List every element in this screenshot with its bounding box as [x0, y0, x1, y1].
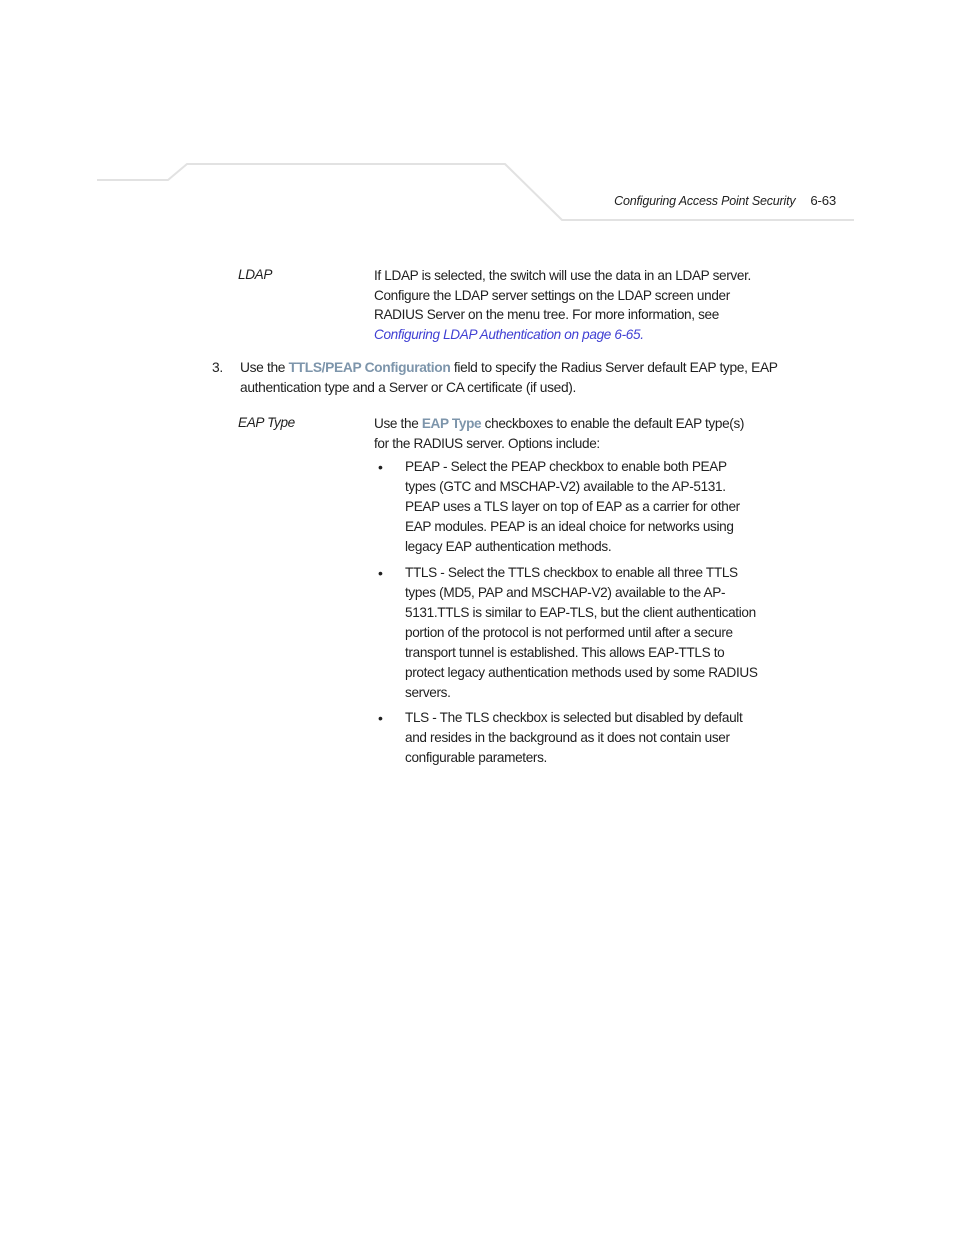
- eap-options-list: [374, 457, 758, 768]
- step-text-before: Use the: [240, 360, 289, 375]
- definition-term-eap-type: EAP Type: [238, 415, 295, 430]
- definition-body-eap-type: [374, 414, 758, 774]
- list-item-tls: • TLS - The TLS checkbox is selected but disabled by default and resides in the background as it does not contain user configurable parameters.: [374, 708, 758, 768]
- eap-intro-before: Use the: [374, 416, 422, 431]
- page-number: 6-63: [810, 193, 836, 208]
- running-title: Configuring Access Point Security: [614, 194, 796, 208]
- ldap-description-text: If LDAP is selected, the switch will use the data in an LDAP server. Configure the LDAP server settings on the LDAP screen under RADIUS Server on the menu tree. For more information, see: [374, 268, 751, 322]
- numbered-step-3: [212, 358, 804, 398]
- eap-intro-after: checkboxes to enable the default EAP type(s) for the RADIUS server. Options include:: [374, 416, 745, 451]
- eap-type-intro: [374, 414, 758, 454]
- eap-type-field-ref: EAP Type: [421, 416, 482, 431]
- step-text: [240, 358, 804, 398]
- step-text-after: field to specify the Radius Server default EAP type, EAP authentication type and a Server or CA certificate (if used).: [240, 360, 778, 395]
- definition-term-ldap: LDAP: [238, 267, 273, 282]
- running-header: [0, 192, 836, 210]
- ttls-peap-configuration-field-ref: TTLS/PEAP Configuration: [288, 360, 451, 375]
- definition-body-ldap: [374, 266, 758, 344]
- step-number: 3.: [212, 360, 223, 375]
- list-item-ttls: • TTLS - Select the TTLS checkbox to enable all three TTLS types (MD5, PAP and MSCHAP-V2) available to the AP-5131.TTLS is similar to EAP-TLS, but the client authentication portion of the protocol is not performed until after a secure transport tunnel is established. This allows EAP-TTLS to protect legacy authentication methods used by some RADIUS servers.: [374, 563, 758, 703]
- ldap-authentication-link[interactable]: Configuring LDAP Authentication on page 6-65.: [374, 326, 644, 342]
- list-item-peap: • PEAP - Select the PEAP checkbox to enable both PEAP types (GTC and MSCHAP-V2) available to the AP-5131. PEAP uses a TLS layer on top of EAP as a carrier for other EAP modules. PEAP is an ideal choice for networks using legacy EAP authentication methods.: [374, 457, 758, 557]
